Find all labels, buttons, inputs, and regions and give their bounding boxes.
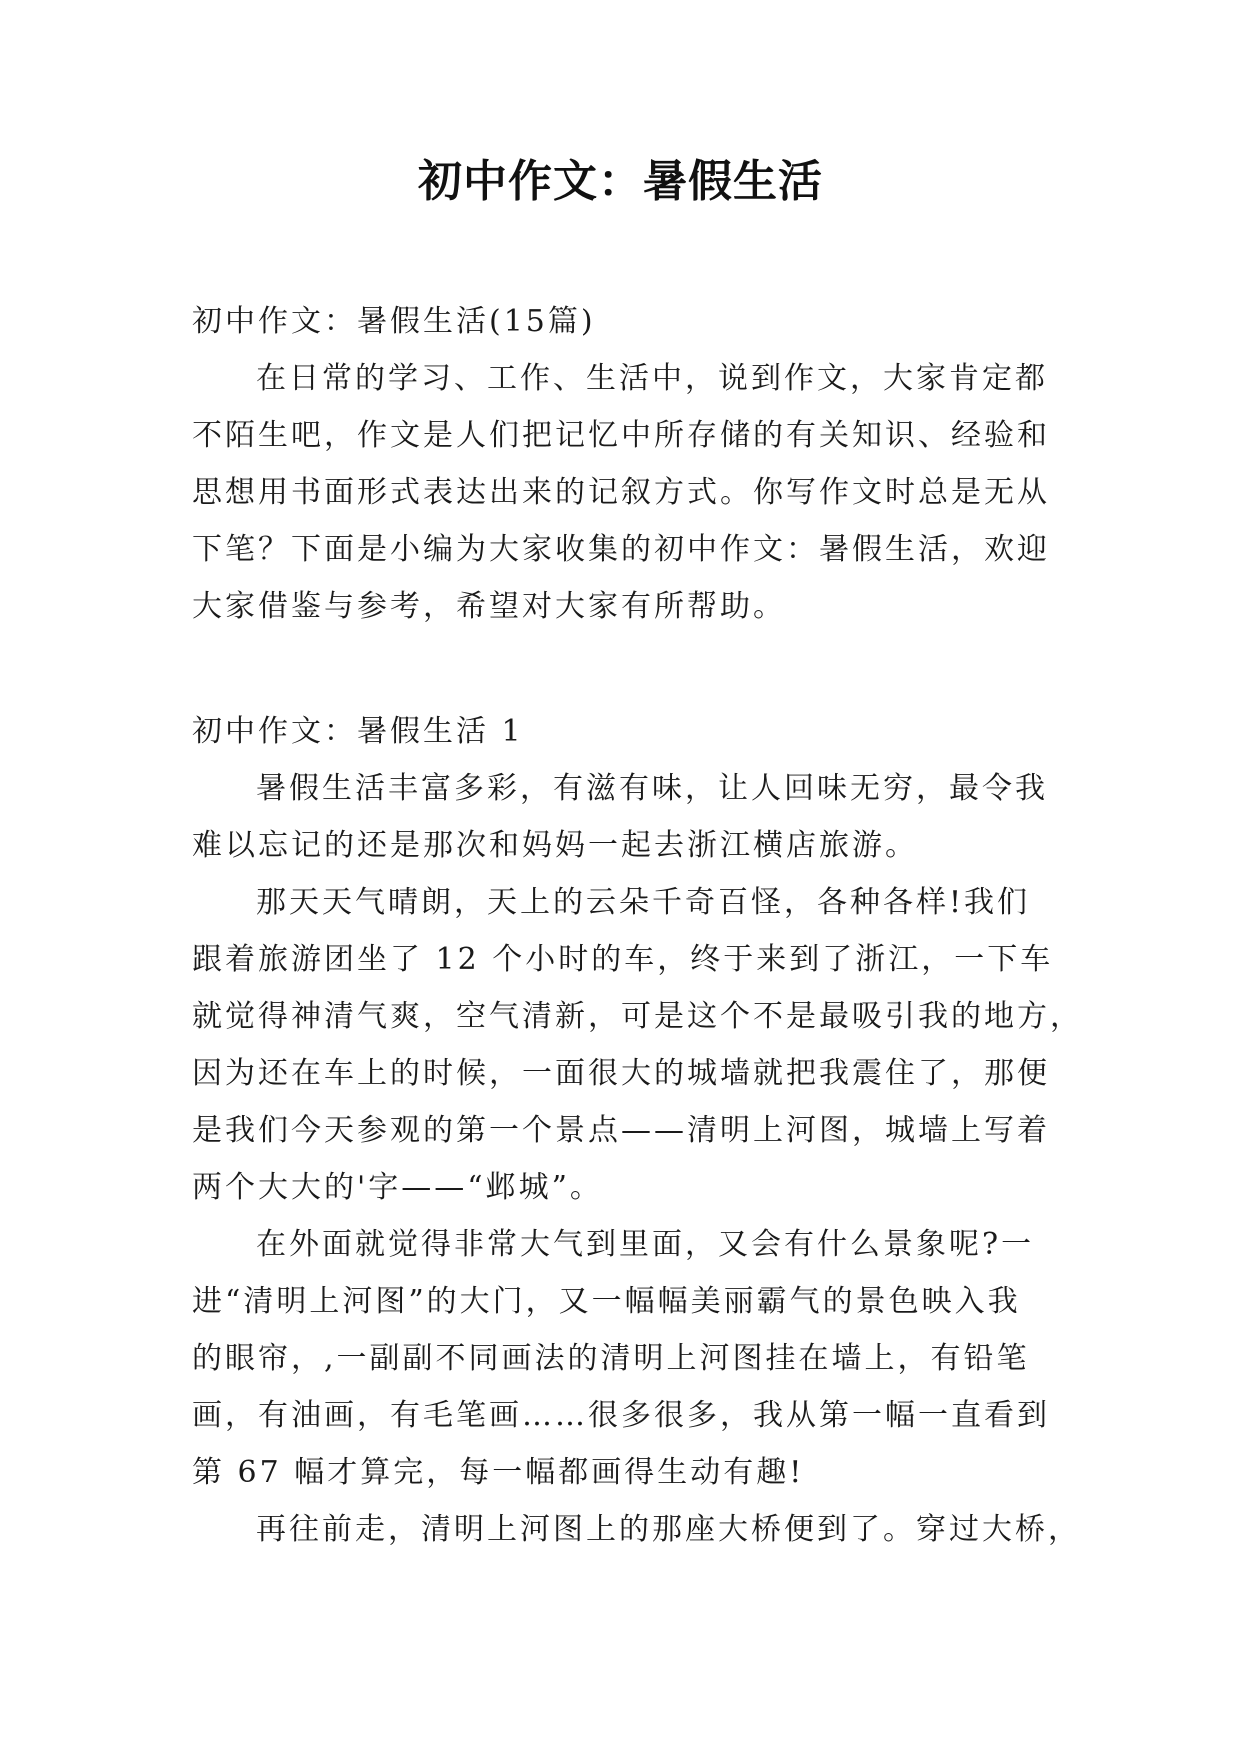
text-line: 难以忘记的还是那次和妈妈一起去浙江横店旅游。 bbox=[192, 828, 918, 863]
text-line: 思想用书面形式表达出来的记叙方式。你写作文时总是无从 bbox=[192, 475, 1050, 510]
paragraph-1 bbox=[192, 760, 1047, 874]
section-heading: 初中作文：暑假生活 1 bbox=[192, 714, 524, 749]
paragraph-3 bbox=[192, 1216, 1050, 1501]
text-line: 下笔？下面是小编为大家收集的初中作文：暑假生活，欢迎 bbox=[192, 532, 1050, 567]
text-line: 跟着旅游团坐了 12 个小时的车，终于来到了浙江，一下车 bbox=[192, 942, 1054, 977]
text-line: 再往前走，清明上河图上的那座大桥便到了。穿过大桥， bbox=[256, 1512, 1081, 1547]
text-line: 大家借鉴与参考，希望对大家有所帮助。 bbox=[192, 589, 786, 624]
document-title: 初中作文：暑假生活 bbox=[418, 156, 823, 207]
text-line: 暑假生活丰富多彩，有滋有味，让人回味无穷，最令我 bbox=[256, 771, 1048, 806]
paragraph-2 bbox=[192, 874, 1083, 1216]
text-line: 画，有油画，有毛笔画……很多很多，我从第一幅一直看到 bbox=[192, 1398, 1050, 1433]
text-line: 是我们今天参观的第一个景点——清明上河图，城墙上写着 bbox=[192, 1113, 1050, 1148]
document-body bbox=[192, 293, 1083, 1558]
text-line: 的眼帘，,一副副不同画法的清明上河图挂在墙上，有铅笔 bbox=[192, 1341, 1030, 1376]
text-line: 在外面就觉得非常大气到里面，又会有什么景象呢?一 bbox=[256, 1227, 1035, 1262]
text-line: 因为还在车上的时候，一面很大的城墙就把我震住了，那便 bbox=[192, 1056, 1050, 1091]
text-line: 那天天气晴朗，天上的云朵千奇百怪，各种各样!我们 bbox=[256, 885, 1031, 920]
intro-heading: 初中作文：暑假生活(15篇) bbox=[192, 304, 596, 339]
text-line: 第 67 幅才算完，每一幅都画得生动有趣! bbox=[192, 1455, 805, 1490]
text-line: 不陌生吧，作文是人们把记忆中所存储的有关知识、经验和 bbox=[192, 418, 1050, 453]
paragraph-4 bbox=[192, 1501, 1081, 1558]
text-line: 两个大大的'字——“邺城”。 bbox=[192, 1170, 603, 1205]
text-line: 在日常的学习、工作、生活中，说到作文，大家肯定都 bbox=[256, 361, 1048, 396]
text-line: 就觉得神清气爽，空气清新，可是这个不是最吸引我的地方， bbox=[192, 999, 1083, 1034]
section-spacer bbox=[192, 635, 1047, 703]
intro-paragraph bbox=[192, 350, 1050, 635]
text-line: 进“清明上河图”的大门，又一幅幅美丽霸气的景色映入我 bbox=[192, 1284, 1021, 1319]
